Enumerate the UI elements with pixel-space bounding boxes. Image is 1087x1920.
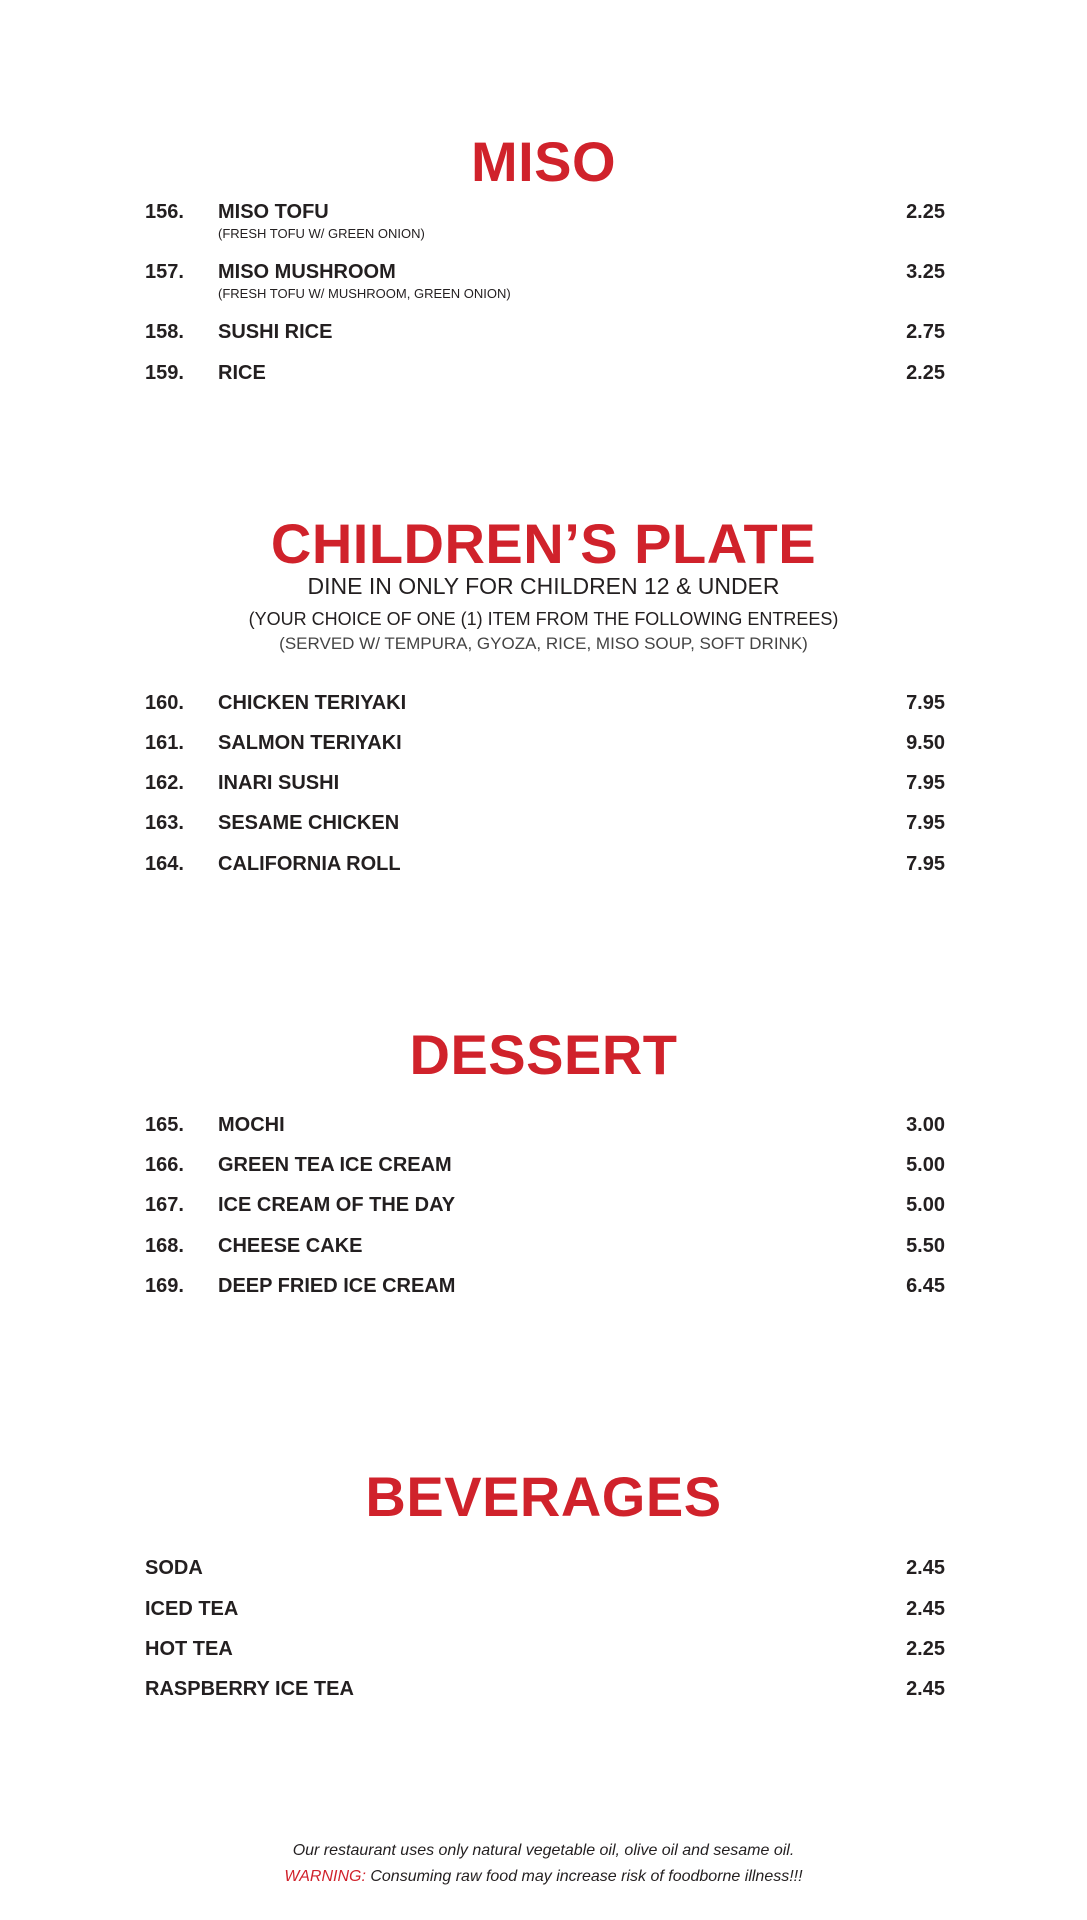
item-number: 156. bbox=[145, 201, 184, 223]
item-price: 6.45 bbox=[906, 1275, 945, 1297]
item-price: 2.75 bbox=[906, 321, 945, 343]
item-number: 161. bbox=[145, 732, 184, 754]
warning-text: Consuming raw food may increase risk of foodborne illness!!! bbox=[365, 1868, 803, 1885]
menu-item bbox=[145, 200, 945, 241]
item-price: 2.45 bbox=[906, 1598, 945, 1620]
item-price: 5.00 bbox=[906, 1194, 945, 1216]
menu-item bbox=[145, 811, 945, 841]
item-name: ICE CREAM OF THE DAY bbox=[218, 1194, 456, 1216]
menu-item bbox=[145, 771, 945, 801]
raw-food-warning bbox=[0, 1867, 1087, 1887]
item-price: 3.25 bbox=[906, 261, 945, 283]
item-name: CHEESE CAKE bbox=[218, 1235, 363, 1257]
item-number: 169. bbox=[145, 1275, 184, 1297]
menu-item bbox=[145, 1556, 945, 1586]
item-number: 166. bbox=[145, 1154, 184, 1176]
item-name: MISO TOFU bbox=[218, 201, 329, 223]
menu-item bbox=[145, 691, 945, 721]
item-name: MISO MUSHROOM bbox=[218, 261, 396, 283]
menu-item bbox=[145, 1597, 945, 1627]
item-name: INARI SUSHI bbox=[218, 772, 340, 794]
oil-notice: Our restaurant uses only natural vegetable oil, olive oil and sesame oil. bbox=[292, 1842, 795, 1859]
beverages-title: BEVERAGES bbox=[365, 1465, 722, 1528]
item-number: 164. bbox=[145, 853, 184, 875]
menu-item bbox=[145, 1113, 945, 1143]
item-name: DEEP FRIED ICE CREAM bbox=[218, 1275, 456, 1297]
item-name: GREEN TEA ICE CREAM bbox=[218, 1154, 452, 1176]
item-name: RASPBERRY ICE TEA bbox=[145, 1678, 354, 1700]
item-name: CHICKEN TERIYAKI bbox=[218, 692, 407, 714]
item-price: 7.95 bbox=[906, 692, 945, 714]
childrens-plate-title: CHILDREN’S PLATE bbox=[270, 512, 817, 575]
childrens-plate-note: (YOUR CHOICE OF ONE (1) ITEM FROM THE FOLLOWING ENTREES) bbox=[248, 609, 839, 629]
menu-item bbox=[145, 361, 945, 391]
item-number: 168. bbox=[145, 1235, 184, 1257]
menu-item bbox=[145, 260, 945, 301]
item-name: SESAME CHICKEN bbox=[218, 812, 400, 834]
item-price: 7.95 bbox=[906, 853, 945, 875]
childrens-plate-subtitle: DINE IN ONLY FOR CHILDREN 12 & UNDER bbox=[307, 573, 780, 599]
item-name: MOCHI bbox=[218, 1114, 285, 1136]
item-number: 159. bbox=[145, 362, 184, 384]
warning-label: WARNING: bbox=[284, 1868, 366, 1885]
menu-item bbox=[145, 1637, 945, 1667]
dessert-title: DESSERT bbox=[409, 1023, 678, 1086]
item-number: 163. bbox=[145, 812, 184, 834]
menu-item bbox=[145, 1677, 945, 1707]
item-name: SODA bbox=[145, 1557, 203, 1579]
menu-item bbox=[145, 1193, 945, 1223]
item-price: 3.00 bbox=[906, 1114, 945, 1136]
item-price: 2.25 bbox=[906, 201, 945, 223]
item-description: (FRESH TOFU W/ GREEN ONION) bbox=[218, 226, 425, 241]
menu-item bbox=[145, 1274, 945, 1304]
item-name: CALIFORNIA ROLL bbox=[218, 853, 401, 875]
item-price: 7.95 bbox=[906, 812, 945, 834]
item-price: 9.50 bbox=[906, 732, 945, 754]
item-price: 2.25 bbox=[906, 1638, 945, 1660]
item-price: 5.00 bbox=[906, 1154, 945, 1176]
item-name: ICED TEA bbox=[145, 1598, 239, 1620]
item-price: 2.45 bbox=[906, 1678, 945, 1700]
menu-item bbox=[145, 1234, 945, 1264]
item-number: 160. bbox=[145, 692, 184, 714]
menu-item bbox=[145, 731, 945, 761]
item-number: 167. bbox=[145, 1194, 184, 1216]
menu-item bbox=[145, 320, 945, 350]
item-number: 158. bbox=[145, 321, 184, 343]
item-name: RICE bbox=[218, 362, 266, 384]
item-name: SALMON TERIYAKI bbox=[218, 732, 402, 754]
childrens-plate-served-with: (SERVED W/ TEMPURA, GYOZA, RICE, MISO SOUP, SOFT DRINK) bbox=[279, 634, 808, 653]
item-name: HOT TEA bbox=[145, 1638, 233, 1660]
item-description: (FRESH TOFU W/ MUSHROOM, GREEN ONION) bbox=[218, 286, 511, 301]
item-number: 162. bbox=[145, 772, 184, 794]
item-price: 7.95 bbox=[906, 772, 945, 794]
item-name: SUSHI RICE bbox=[218, 321, 333, 343]
item-price: 2.25 bbox=[906, 362, 945, 384]
miso-title: MISO bbox=[470, 130, 617, 193]
item-price: 2.45 bbox=[906, 1557, 945, 1579]
menu-item bbox=[145, 852, 945, 882]
item-price: 5.50 bbox=[906, 1235, 945, 1257]
menu-item bbox=[145, 1153, 945, 1183]
item-number: 165. bbox=[145, 1114, 184, 1136]
item-number: 157. bbox=[145, 261, 184, 283]
